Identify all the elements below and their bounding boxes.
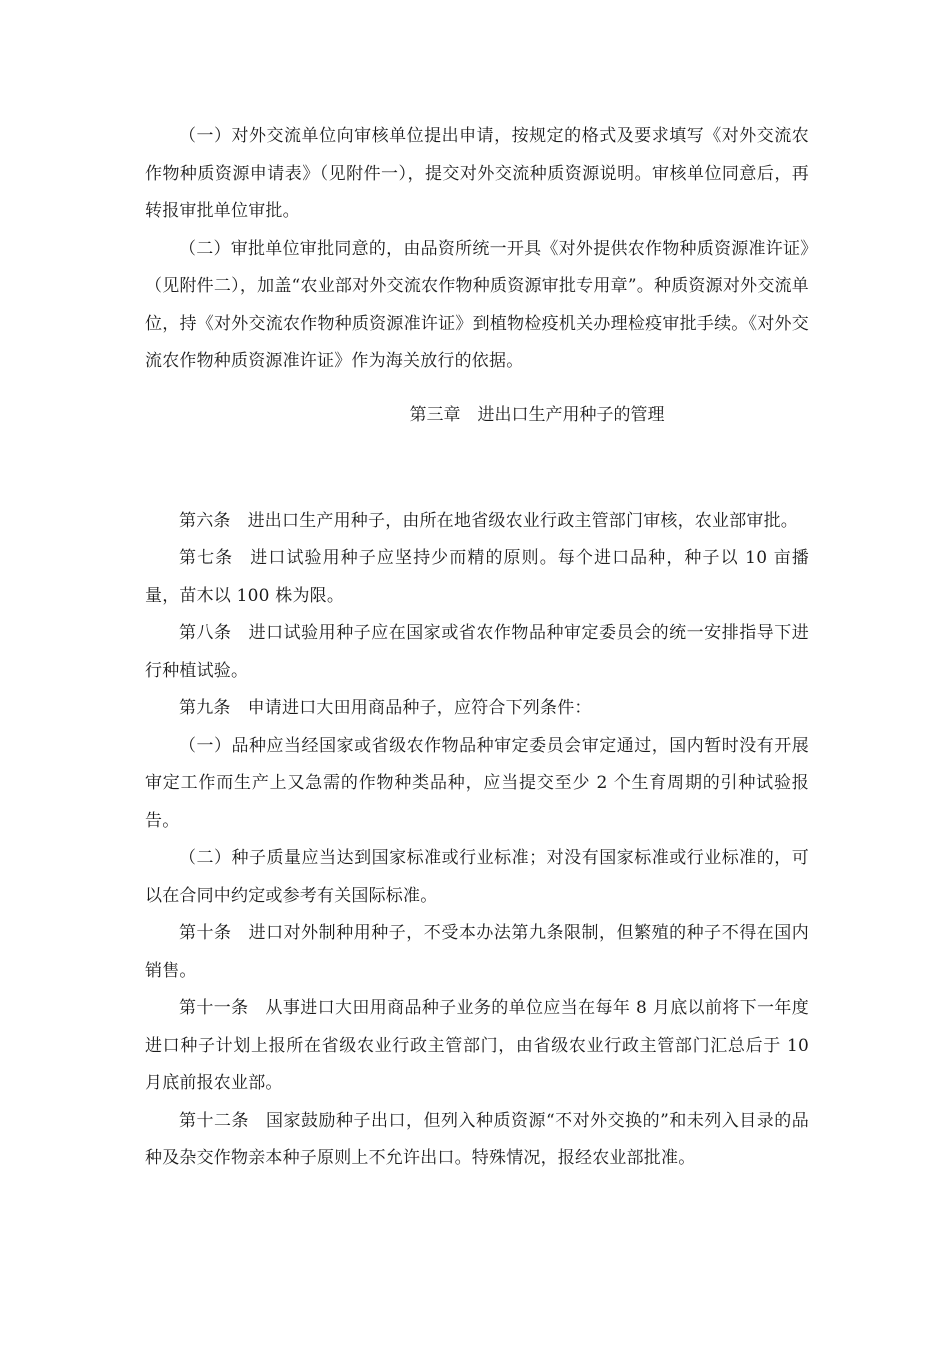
article-label: 第十一条	[179, 998, 249, 1018]
spacer	[145, 465, 809, 503]
article-11	[145, 990, 809, 1103]
article-text: 国家鼓励种子出口，但列入种质资源“不对外交换的”和未列入目录的品种及杂交作物亲本种子原则上不允许出口。特殊情况，报经农业部批准。	[145, 1110, 809, 1168]
article-label: 第十二条	[179, 1110, 249, 1131]
article-label: 第八条	[179, 623, 232, 643]
article-label: 第七条	[179, 548, 234, 568]
article-7	[145, 540, 809, 615]
article-6	[145, 503, 809, 541]
article-text: 进口对外制种用种子，不受本办法第九条限制，但繁殖的种子不得在国内销售。	[145, 923, 809, 981]
article-12	[145, 1103, 809, 1178]
article-9	[145, 690, 809, 728]
article-text: 从事进口大田用商品种子业务的单位应当在每年 8 月底以前将下一年度进口种子计划上报所在省级农业行政主管部门，由省级农业行政主管部门汇总后于 10 月底前报农业部。	[145, 998, 809, 1093]
article-text: 进出口生产用种子，由所在地省级农业行政主管部门审核，农业部审批。	[247, 510, 799, 531]
article-text: 申请进口大田用商品种子，应符合下列条件：	[247, 698, 592, 718]
article-label: 第十条	[179, 923, 232, 943]
article-label: 第九条	[179, 698, 231, 718]
article-10	[145, 915, 809, 990]
paragraph-application: （一）对外交流单位向审核单位提出申请，按规定的格式及要求填写《对外交流农作物种质资源申请表》（见附件一），提交对外交流种质资源说明。审核单位同意后，再转报审批单位审批。	[145, 126, 809, 221]
chapter-title: 第三章 进出口生产用种子的管理	[409, 404, 665, 425]
paragraph-approval: （二）审批单位审批同意的，由品资所统一开具《对外提供农作物种质资源准许证》（见附件二），加盖“农业部对外交流农作物种质资源审批专用章”。种质资源对外交流单位，持《对外交流农作物种质资源准许证》到植物检疫机关办理检疫审批手续。《对外交流农作物种质资源准许证》作为海关放行的依据。	[145, 238, 809, 371]
article-8	[145, 615, 809, 690]
article-label: 第六条	[179, 510, 231, 531]
article-text: 进口试验用种子应坚持少而精的原则。每个进口品种，种子以 10 亩播量，苗木以 100 株为限。	[145, 548, 809, 606]
article-9-item-1: （一）品种应当经国家或省级农作物品种审定委员会审定通过，国内暂时没有开展审定工作而生产上又急需的作物种类品种，应当提交至少 2 个生育周期的引种试验报告。	[145, 735, 809, 831]
article-9-item-2: （二）种子质量应当达到国家标准或行业标准；对没有国家标准或行业标准的，可以在合同中约定或参考有关国际标准。	[145, 848, 809, 906]
article-text: 进口试验用种子应在国家或省农作物品种审定委员会的统一安排指导下进行种植试验。	[145, 623, 809, 681]
document-page	[145, 118, 809, 1178]
